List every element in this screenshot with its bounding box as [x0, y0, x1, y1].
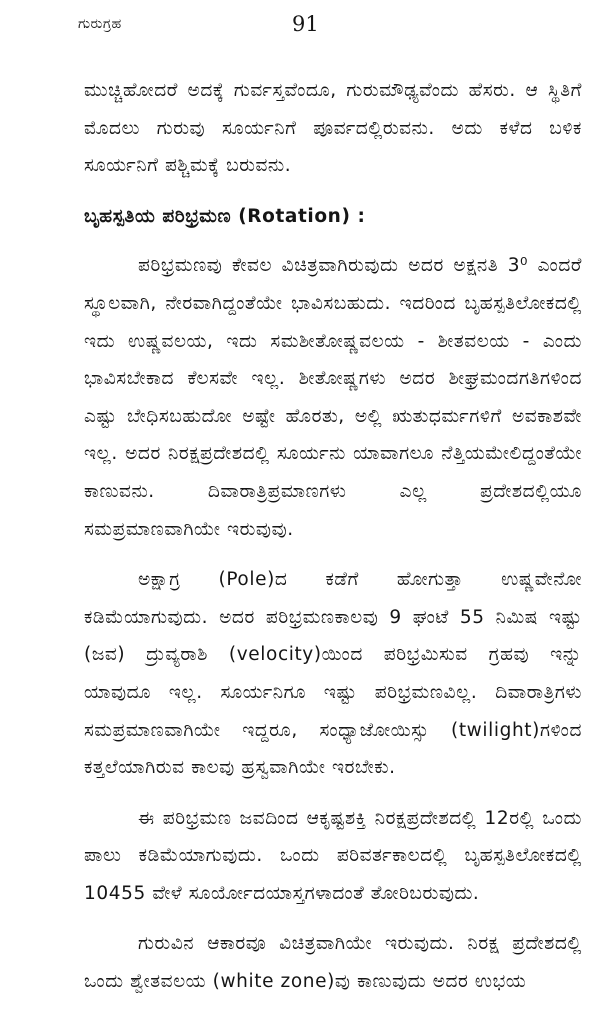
paragraph-pole: ಅಕ್ಷಾಗ್ರ (Pole)ದ ಕಡೆಗೆ ಹೋಗುತ್ತಾ ಉಷ್ಣವೇನೋ ಕಡಿಮೆಯಾಗುವುದು. ಅದರ ಪರಿಭ್ರಮಣಕಾಲವು 9 ಘಂಟೆ 55 ನಿಮಿಷ ಇಷ್ಟು (ಜವ) ದ್ರುವ್ಯರಾಶಿ (velocity)ಯಿಂದ ಪರಿಭ್ರಮಿಸುವ ಗ್ರಹವು ಇನ್ನು ಯಾವುದೂ ಇಲ್ಲ. ಸೂರ್ಯನಿಗೂ ಇಷ್ಟು ಪರಿಭ್ರಮಣವಿಲ್ಲ. ದಿವಾರಾತ್ರಿಗಳು ಸಮಪ್ರಮಾಣವಾಗಿಯೇ ಇದ್ದರೂ, ಸಂಧ್ಯಾಜೋಯಿಸ್ಸು (twilight)ಗಳಿಂದ ಕತ್ತಲೆಯಾಗಿರುವ ಕಾಲವು ಹ್ರಸ್ವವಾಗಿಯೇ ಇರಬೇಕು.: [84, 569, 582, 779]
paragraph-gurvasta: ಮುಚ್ಚಿಹೋದರೆ ಅದಕ್ಕೆ ಗುರ್ವಸ್ತವೆಂದೂ, ಗುರುಮೌಢ್ಯವೆಂದು ಹೆಸರು. ಆ ಸ್ಥಿತಿಗೆ ಮೊದಲು ಗುರುವು ಸೂರ್ಯನಿಗೆ ಪೂರ್ವದಲ್ಲಿರುವನು. ಅದು ಕಳೆದ ಬಳಿಕ ಸೂರ್ಯನಿಗೆ ಪಶ್ಚಿಮಕ್ಕೆ ಬರುವನು.: [84, 80, 582, 177]
running-head: ಗುರುಗ್ರಹ: [78, 16, 122, 32]
paragraph-rotation: ಪರಿಭ್ರಮಣವು ಕೇವಲ ವಿಚಿತ್ರವಾಗಿರುವುದು ಅದರ ಅಕ್ಷನತಿ 3⁰ ಎಂದರೆ ಸ್ಥೂಲವಾಗಿ, ನೇರವಾಗಿದ್ದಂತೆಯೇ ಭಾವಿಸಬಹುದು. ಇದರಿಂದ ಬೃಹಸ್ಪತಿಲೋಕದಲ್ಲಿ ಇದು ಉಷ್ಣವಲಯ, ಇದು ಸಮಶೀತೋಷ್ಣವಲಯ - ಶೀತವಲಯ - ಎಂದು ಭಾವಿಸಬೇಕಾದ ಕೆಲಸವೇ ಇಲ್ಲ. ಶೀತೋಷ್ಣಗಳು ಅದರ ಶೀಘ್ರಮಂದಗತಿಗಳಿಂದ ಎಷ್ಟು ಬೇಧಿಸಬಹುದೋ ಅಷ್ಟೇ ಹೊರತು, ಅಲ್ಲಿ ಋತುಧರ್ಮಗಳಿಗೆ ಅವಕಾಶವೇ ಇಲ್ಲ. ಅದರ ನಿರಕ್ಷಪ್ರದೇಶದಲ್ಲಿ ಸೂರ್ಯನು ಯಾವಾಗಲೂ ನೆತ್ತಿಯಮೇಲಿದ್ದಂತೆಯೇ ಕಾಣುವನು. ದಿವಾರಾತ್ರಿಪ್ರಮಾಣಗಳು ಎಲ್ಲ ಪ್ರದೇಶದಲ್ಲಿಯೂ ಸಮಪ್ರಮಾಣವಾಗಿಯೇ ಇರುವುವು.: [84, 255, 582, 540]
paragraph-gravity: ಈ ಪರಿಭ್ರಮಣ ಜವದಿಂದ ಆಕೃಷ್ಟಶಕ್ತಿ ನಿರಕ್ಷಪ್ರದೇಶದಲ್ಲಿ 12ರಲ್ಲಿ ಒಂದು ಪಾಲು ಕಡಿಮೆಯಾಗುವುದು. ಒಂದು ಪರಿವರ್ತಕಾಲದಲ್ಲಿ ಬೃಹಸ್ಪತಿಲೋಕದಲ್ಲಿ 10455 ವೇಳೆ ಸೂರ್ಯೋದಯಾಸ್ತಗಳಾದಂತೆ ತೋರಿಬರುವುದು.: [84, 807, 582, 904]
section-heading-rotation: ಬೃಹಸ್ಪತಿಯ ಪರಿಭ್ರಮಣ (Rotation) :: [84, 205, 366, 227]
paragraph-shape: ಗುರುವಿನ ಆಕಾರವೂ ವಿಚಿತ್ರವಾಗಿಯೇ ಇರುವುದು. ನಿರಕ್ಷ ಪ್ರದೇಶದಲ್ಲಿ ಒಂದು ಶ್ವೇತವಲಯ (white zone)ವು ಕಾಣುವುದು ಅದರ ಉಭಯ: [84, 933, 582, 993]
page-header: [78, 10, 578, 40]
page-number: 91: [292, 12, 319, 36]
body-text: [84, 72, 582, 1014]
